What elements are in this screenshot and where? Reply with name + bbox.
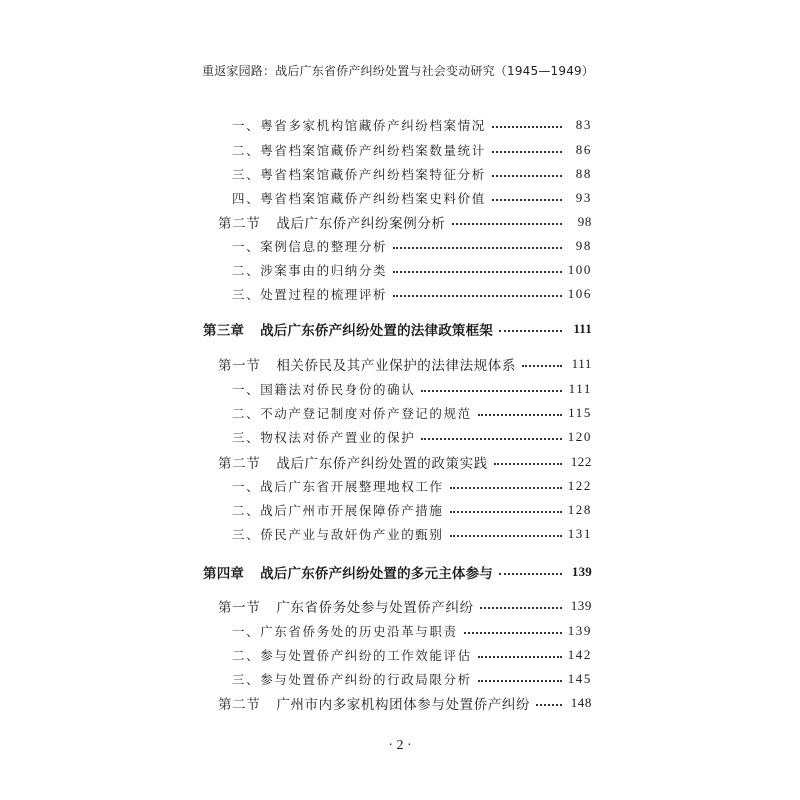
toc-leader-dots bbox=[492, 175, 562, 177]
toc-entry-title: 参与处置侨产纠纷的行政局限分析 bbox=[260, 672, 472, 687]
toc-entry-label bbox=[218, 212, 446, 232]
toc-section-row bbox=[218, 595, 592, 617]
toc-entry-number: 三、 bbox=[232, 527, 261, 542]
toc-leader-dots bbox=[450, 487, 562, 489]
toc-leader-dots bbox=[393, 295, 562, 297]
toc-section-row bbox=[218, 211, 592, 233]
toc-entry-title: 涉案事由的归纳分类 bbox=[260, 263, 388, 278]
toc-item-row bbox=[232, 283, 592, 305]
toc-entry-title: 战后广东侨产纠纷处置的多元主体参与 bbox=[260, 566, 494, 582]
toc-entry-title: 参与处置侨产纠纷的工作效能评估 bbox=[260, 648, 472, 663]
toc-page-number: 128 bbox=[567, 502, 592, 517]
toc-entry-number: 第一节 bbox=[218, 358, 261, 374]
toc-entry-number: 第三章 bbox=[203, 323, 245, 339]
toc-page-number: 139 bbox=[567, 623, 592, 638]
toc-entry-number: 三、 bbox=[232, 672, 261, 687]
toc-page-number: 111 bbox=[568, 381, 592, 396]
toc-leader-dots bbox=[464, 632, 562, 634]
toc-entry-label bbox=[232, 622, 458, 640]
toc-chapter-row bbox=[203, 318, 592, 340]
toc-leader-dots bbox=[450, 535, 562, 537]
toc-entry-title: 物权法对侨产置业的保护 bbox=[260, 430, 416, 445]
toc-entry-label bbox=[203, 319, 493, 339]
toc-section-row bbox=[218, 353, 592, 375]
toc-entry-label bbox=[232, 525, 444, 543]
toc-leader-dots bbox=[522, 365, 562, 367]
toc-entry-title: 粤省档案馆藏侨产纠纷档案数量统计 bbox=[260, 143, 486, 158]
toc-entry-number: 第四章 bbox=[203, 566, 245, 582]
toc-item-row bbox=[232, 475, 592, 497]
toc-item-row bbox=[232, 402, 592, 424]
toc-entry-number: 四、 bbox=[232, 191, 261, 206]
toc-item-row bbox=[232, 668, 592, 690]
toc-entry-label bbox=[218, 693, 530, 713]
toc-leader-dots bbox=[499, 573, 562, 575]
toc-page-number: 122 bbox=[567, 478, 592, 493]
toc-leader-dots bbox=[499, 330, 562, 332]
toc-entry-title: 战后广东侨产纠纷处置的政策实践 bbox=[276, 456, 488, 472]
toc-page-number: 120 bbox=[567, 429, 592, 444]
toc-entry-label bbox=[232, 380, 415, 398]
toc-entry-number: 三、 bbox=[232, 167, 261, 182]
toc-entry-number: 第二节 bbox=[218, 456, 261, 472]
toc-item-row bbox=[232, 644, 592, 666]
toc-entry-number: 二、 bbox=[232, 648, 261, 663]
toc-entry-label bbox=[232, 261, 387, 279]
toc-item-row bbox=[232, 378, 592, 400]
toc-entry-number: 一、 bbox=[232, 382, 261, 397]
toc-entry-title: 战后广东侨产纠纷案例分析 bbox=[276, 216, 446, 232]
toc-page-number: 139 bbox=[570, 598, 592, 613]
toc-entry-title: 战后广东省开展整理地权工作 bbox=[260, 479, 444, 494]
toc-leader-dots bbox=[480, 607, 562, 609]
toc-page-number: 142 bbox=[567, 647, 592, 662]
toc-entry-label bbox=[232, 670, 472, 688]
toc-entry-label bbox=[232, 116, 486, 134]
toc-entry-label bbox=[232, 165, 486, 183]
toc-entry-title: 广东省侨务处参与处置侨产纠纷 bbox=[276, 600, 474, 616]
toc-entry-number: 二、 bbox=[232, 503, 261, 518]
toc-entry-title: 广州市内多家机构团体参与处置侨产纠纷 bbox=[276, 697, 531, 713]
toc-page-number: 100 bbox=[567, 262, 592, 277]
toc-entry-label bbox=[203, 562, 493, 582]
toc-item-row bbox=[232, 426, 592, 448]
toc-entry-title: 不动产登记制度对侨产登记的规范 bbox=[260, 406, 472, 421]
toc-entry-label bbox=[218, 354, 516, 374]
toc-entry-number: 一、 bbox=[232, 118, 261, 133]
toc-page-number: 148 bbox=[570, 695, 592, 710]
toc-page-number: 115 bbox=[568, 405, 592, 420]
toc-entry-label bbox=[218, 452, 488, 472]
toc-entry-number: 二、 bbox=[232, 143, 261, 158]
toc-entry-title: 案例信息的整理分析 bbox=[260, 239, 388, 254]
toc-chapter-row bbox=[203, 561, 592, 583]
toc-leader-dots bbox=[393, 271, 562, 273]
toc-entry-label bbox=[232, 646, 472, 664]
toc-entry-title: 处置过程的梳理评析 bbox=[260, 287, 388, 302]
toc-page-number: 145 bbox=[567, 671, 592, 686]
toc-page-number: 122 bbox=[570, 454, 592, 469]
toc-entry-number: 第二节 bbox=[218, 216, 261, 232]
toc-section-row bbox=[218, 451, 592, 473]
toc-page-number: 93 bbox=[575, 190, 592, 205]
toc-item-row bbox=[232, 235, 592, 257]
toc-item-row bbox=[232, 499, 592, 521]
toc-entry-title: 粤省多家机构馆藏侨产纠纷档案情况 bbox=[260, 118, 486, 133]
toc-entry-number: 一、 bbox=[232, 239, 261, 254]
toc-entry-title: 国籍法对侨民身份的确认 bbox=[260, 382, 416, 397]
toc-entry-number: 一、 bbox=[232, 624, 261, 639]
toc-entry-title: 相关侨民及其产业保护的法律法规体系 bbox=[276, 358, 517, 374]
toc-entry-number: 第二节 bbox=[218, 697, 261, 713]
toc-page-number: 131 bbox=[567, 526, 592, 541]
toc-entry-label bbox=[232, 237, 387, 255]
toc-page-number: 98 bbox=[575, 238, 592, 253]
toc-item-row bbox=[232, 139, 592, 161]
toc-entry-title: 战后广州市开展保障侨产措施 bbox=[260, 503, 444, 518]
toc-item-row bbox=[232, 163, 592, 185]
toc-leader-dots bbox=[492, 151, 562, 153]
toc-page-number: 98 bbox=[577, 214, 592, 229]
toc-entry-number: 三、 bbox=[232, 430, 261, 445]
toc-page-number: 86 bbox=[575, 142, 592, 157]
toc-entry-title: 侨民产业与敌奸伪产业的甄别 bbox=[260, 527, 444, 542]
toc-item-row bbox=[232, 620, 592, 642]
toc-entry-title: 广东省侨务处的历史沿革与职责 bbox=[260, 624, 458, 639]
toc-leader-dots bbox=[478, 656, 562, 658]
toc-page-number: 88 bbox=[575, 166, 592, 181]
toc-entry-number: 第一节 bbox=[218, 600, 261, 616]
toc-item-row bbox=[232, 523, 592, 545]
toc-leader-dots bbox=[478, 414, 562, 416]
toc-entry-label bbox=[218, 596, 474, 616]
toc-entry-number: 二、 bbox=[232, 263, 261, 278]
toc-entry-label bbox=[232, 428, 415, 446]
toc-entry-title: 粤省档案馆藏侨产纠纷档案特征分析 bbox=[260, 167, 486, 182]
toc-section-row bbox=[218, 692, 592, 714]
page-number: · 2 · bbox=[388, 738, 412, 753]
toc-item-row bbox=[232, 187, 592, 209]
toc-page-number: 106 bbox=[567, 286, 592, 301]
toc-entry-label bbox=[232, 285, 387, 303]
toc-leader-dots bbox=[478, 680, 562, 682]
toc-entry-number: 二、 bbox=[232, 406, 261, 421]
running-head: 重返家园路：战后广东省侨产纠纷处置与社会变动研究（1945—1949） bbox=[202, 64, 595, 78]
toc-entry-number: 三、 bbox=[232, 287, 261, 302]
toc-entry-label bbox=[232, 141, 486, 159]
toc-leader-dots bbox=[421, 390, 562, 392]
toc-entry-title: 战后广东侨产纠纷处置的法律政策框架 bbox=[260, 323, 494, 339]
toc-item-row bbox=[232, 114, 592, 136]
toc-entry-number: 一、 bbox=[232, 479, 261, 494]
toc-page-number: 139 bbox=[571, 564, 592, 579]
toc-item-row bbox=[232, 259, 592, 281]
toc-entry-label bbox=[232, 404, 472, 422]
toc-leader-dots bbox=[494, 463, 562, 465]
toc-leader-dots bbox=[492, 126, 562, 128]
toc-page-number: 111 bbox=[571, 356, 592, 371]
toc-leader-dots bbox=[421, 438, 561, 440]
toc-page-number: 111 bbox=[573, 321, 592, 336]
toc-leader-dots bbox=[492, 199, 562, 201]
toc-entry-title: 粤省档案馆藏侨产纠纷档案史料价值 bbox=[260, 191, 486, 206]
toc-entry-label bbox=[232, 501, 444, 519]
toc-entry-label bbox=[232, 477, 444, 495]
toc-leader-dots bbox=[393, 247, 562, 249]
toc-leader-dots bbox=[450, 511, 562, 513]
toc-leader-dots bbox=[452, 223, 562, 225]
toc-page-number: 83 bbox=[575, 117, 592, 132]
toc-entry-label bbox=[232, 189, 486, 207]
toc-leader-dots bbox=[536, 704, 562, 706]
